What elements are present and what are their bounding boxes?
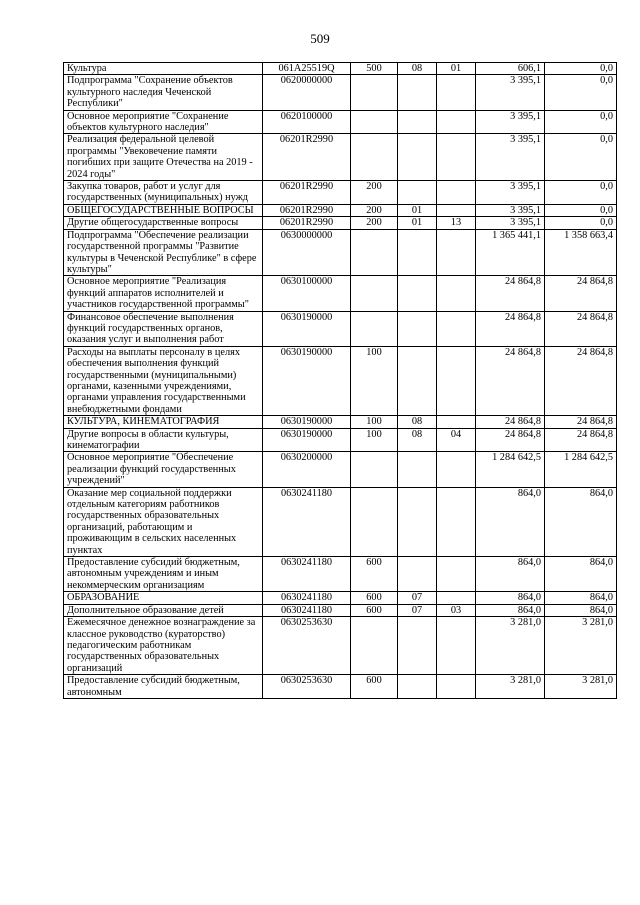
target-article-cell: 0630253630 — [263, 675, 351, 699]
section-cell: 07 — [398, 604, 437, 616]
target-article-cell: 0630241180 — [263, 487, 351, 556]
target-article-cell: 061А25519Q — [263, 63, 351, 75]
table-row — [64, 110, 617, 134]
amount-year1-cell: 3 395,1 — [476, 217, 545, 229]
expense-name-cell: Дополнительное образование детей — [64, 604, 263, 616]
expense-type-cell — [351, 452, 398, 487]
subsection-cell — [437, 346, 476, 415]
expense-name-cell: Культура — [64, 63, 263, 75]
subsection-cell — [437, 452, 476, 487]
subsection-cell — [437, 557, 476, 592]
expense-name-cell: Предоставление субсидий бюджетным, автономным учреждениям и иным некоммерческим организациям — [64, 557, 263, 592]
expense-type-cell: 200 — [351, 217, 398, 229]
section-cell — [398, 617, 437, 675]
section-cell: 08 — [398, 63, 437, 75]
table-row — [64, 617, 617, 675]
table-row — [64, 75, 617, 110]
amount-year2-cell: 864,0 — [545, 592, 617, 604]
expense-name-cell: Основное мероприятие "Реализация функций аппаратов исполнителей и участников государственной программы" — [64, 276, 263, 311]
amount-year1-cell: 3 395,1 — [476, 181, 545, 205]
section-cell — [398, 487, 437, 556]
table-row — [64, 134, 617, 181]
subsection-cell — [437, 675, 476, 699]
amount-year2-cell: 864,0 — [545, 604, 617, 616]
table-row — [64, 592, 617, 604]
subsection-cell — [437, 110, 476, 134]
target-article-cell: 0630241180 — [263, 592, 351, 604]
expense-name-cell: Другие общегосударственные вопросы — [64, 217, 263, 229]
section-cell — [398, 75, 437, 110]
expense-type-cell — [351, 75, 398, 110]
expense-name-cell: Расходы на выплаты персоналу в целях обеспечения выполнения функций государственными (муниципальными) органами, казенными учреждениями, органами управления государственными внебюджетными фондами — [64, 346, 263, 415]
subsection-cell — [437, 276, 476, 311]
table-row — [64, 604, 617, 616]
amount-year1-cell: 3 281,0 — [476, 617, 545, 675]
amount-year2-cell: 1 358 663,4 — [545, 229, 617, 276]
amount-year1-cell: 3 395,1 — [476, 134, 545, 181]
section-cell — [398, 452, 437, 487]
table-row — [64, 204, 617, 216]
expense-type-cell: 600 — [351, 592, 398, 604]
section-cell — [398, 181, 437, 205]
table-row — [64, 428, 617, 452]
expense-type-cell: 600 — [351, 557, 398, 592]
amount-year2-cell: 0,0 — [545, 181, 617, 205]
target-article-cell: 0630100000 — [263, 276, 351, 311]
table-row — [64, 217, 617, 229]
table-row — [64, 311, 617, 346]
amount-year2-cell: 864,0 — [545, 557, 617, 592]
section-cell — [398, 276, 437, 311]
target-article-cell: 0630000000 — [263, 229, 351, 276]
expense-type-cell — [351, 229, 398, 276]
table-row — [64, 487, 617, 556]
target-article-cell: 0630190000 — [263, 311, 351, 346]
amount-year1-cell: 606,1 — [476, 63, 545, 75]
section-cell: 08 — [398, 428, 437, 452]
section-cell — [398, 134, 437, 181]
expense-name-cell: ОБЩЕГОСУДАРСТВЕННЫЕ ВОПРОСЫ — [64, 204, 263, 216]
amount-year2-cell: 24 864,8 — [545, 416, 617, 428]
expense-type-cell — [351, 110, 398, 134]
expense-name-cell: Основное мероприятие "Обеспечение реализации функций государственных учреждений" — [64, 452, 263, 487]
section-cell — [398, 675, 437, 699]
amount-year1-cell: 864,0 — [476, 592, 545, 604]
amount-year1-cell: 24 864,8 — [476, 416, 545, 428]
expense-name-cell: Закупка товаров, работ и услуг для государственных (муниципальных) нужд — [64, 181, 263, 205]
table-row — [64, 557, 617, 592]
expense-type-cell — [351, 311, 398, 346]
expense-name-cell: Другие вопросы в области культуры, кинематографии — [64, 428, 263, 452]
expense-type-cell: 200 — [351, 181, 398, 205]
expense-type-cell: 200 — [351, 204, 398, 216]
table-row — [64, 63, 617, 75]
subsection-cell — [437, 487, 476, 556]
amount-year1-cell: 3 395,1 — [476, 75, 545, 110]
amount-year2-cell: 24 864,8 — [545, 428, 617, 452]
amount-year1-cell: 24 864,8 — [476, 428, 545, 452]
table-row — [64, 675, 617, 699]
subsection-cell — [437, 592, 476, 604]
expense-name-cell: КУЛЬТУРА, КИНЕМАТОГРАФИЯ — [64, 416, 263, 428]
expense-name-cell: Финансовое обеспечение выполнения функций государственных органов, оказания услуг и выполнения работ — [64, 311, 263, 346]
expense-type-cell — [351, 276, 398, 311]
subsection-cell — [437, 416, 476, 428]
section-cell: 08 — [398, 416, 437, 428]
table-row — [64, 276, 617, 311]
subsection-cell: 13 — [437, 217, 476, 229]
subsection-cell: 03 — [437, 604, 476, 616]
table-row — [64, 416, 617, 428]
section-cell — [398, 557, 437, 592]
expense-name-cell: Основное мероприятие "Сохранение объектов культурного наследия" — [64, 110, 263, 134]
amount-year2-cell: 3 281,0 — [545, 675, 617, 699]
budget-table-body — [64, 63, 617, 699]
subsection-cell — [437, 617, 476, 675]
expense-name-cell: Реализация федеральной целевой программы "Увековечение памяти погибших при защите Отечества на 2019 - 2024 годы" — [64, 134, 263, 181]
section-cell — [398, 110, 437, 134]
target-article-cell: 0620100000 — [263, 110, 351, 134]
amount-year1-cell: 864,0 — [476, 557, 545, 592]
target-article-cell: 0630241180 — [263, 557, 351, 592]
target-article-cell: 06201R2990 — [263, 181, 351, 205]
expense-type-cell — [351, 487, 398, 556]
section-cell: 07 — [398, 592, 437, 604]
section-cell: 01 — [398, 217, 437, 229]
amount-year2-cell: 0,0 — [545, 217, 617, 229]
expense-type-cell: 600 — [351, 604, 398, 616]
amount-year2-cell: 24 864,8 — [545, 276, 617, 311]
expense-type-cell: 100 — [351, 416, 398, 428]
table-row — [64, 181, 617, 205]
table-row — [64, 346, 617, 415]
expense-name-cell: Предоставление субсидий бюджетным, автономным — [64, 675, 263, 699]
expense-name-cell: ОБРАЗОВАНИЕ — [64, 592, 263, 604]
subsection-cell: 01 — [437, 63, 476, 75]
amount-year2-cell: 0,0 — [545, 75, 617, 110]
section-cell: 01 — [398, 204, 437, 216]
amount-year1-cell: 24 864,8 — [476, 276, 545, 311]
amount-year1-cell: 864,0 — [476, 487, 545, 556]
subsection-cell — [437, 229, 476, 276]
expense-name-cell: Оказание мер социальной поддержки отдельным категориям работников государственных образовательных организаций, работающим и проживающим в сельских населенных пунктах — [64, 487, 263, 556]
subsection-cell — [437, 134, 476, 181]
amount-year2-cell: 864,0 — [545, 487, 617, 556]
amount-year1-cell: 3 395,1 — [476, 110, 545, 134]
target-article-cell: 0630190000 — [263, 428, 351, 452]
subsection-cell — [437, 204, 476, 216]
section-cell — [398, 311, 437, 346]
subsection-cell — [437, 181, 476, 205]
target-article-cell: 0620000000 — [263, 75, 351, 110]
expense-type-cell: 100 — [351, 346, 398, 415]
amount-year2-cell: 24 864,8 — [545, 311, 617, 346]
budget-table — [63, 62, 617, 699]
amount-year2-cell: 24 864,8 — [545, 346, 617, 415]
target-article-cell: 06201R2990 — [263, 217, 351, 229]
target-article-cell: 0630200000 — [263, 452, 351, 487]
expense-name-cell: Подпрограмма "Сохранение объектов культурного наследия Чеченской Республики" — [64, 75, 263, 110]
target-article-cell: 0630253630 — [263, 617, 351, 675]
section-cell — [398, 346, 437, 415]
amount-year1-cell: 24 864,8 — [476, 346, 545, 415]
expense-name-cell: Ежемесячное денежное вознаграждение за классное руководство (кураторство) педагогическим работникам государственных образовательных организаций — [64, 617, 263, 675]
target-article-cell: 06201R2990 — [263, 134, 351, 181]
table-row — [64, 452, 617, 487]
amount-year1-cell: 24 864,8 — [476, 311, 545, 346]
table-row — [64, 229, 617, 276]
amount-year1-cell: 864,0 — [476, 604, 545, 616]
expense-type-cell — [351, 134, 398, 181]
target-article-cell: 0630190000 — [263, 416, 351, 428]
amount-year1-cell: 1 284 642,5 — [476, 452, 545, 487]
target-article-cell: 0630241180 — [263, 604, 351, 616]
amount-year2-cell: 1 284 642,5 — [545, 452, 617, 487]
amount-year1-cell: 3 281,0 — [476, 675, 545, 699]
amount-year2-cell: 3 281,0 — [545, 617, 617, 675]
amount-year2-cell: 0,0 — [545, 204, 617, 216]
amount-year1-cell: 3 395,1 — [476, 204, 545, 216]
subsection-cell — [437, 311, 476, 346]
subsection-cell: 04 — [437, 428, 476, 452]
amount-year2-cell: 0,0 — [545, 63, 617, 75]
page-number: 509 — [310, 31, 330, 46]
amount-year1-cell: 1 365 441,1 — [476, 229, 545, 276]
expense-type-cell: 100 — [351, 428, 398, 452]
expense-type-cell — [351, 617, 398, 675]
amount-year2-cell: 0,0 — [545, 110, 617, 134]
expense-type-cell: 500 — [351, 63, 398, 75]
section-cell — [398, 229, 437, 276]
target-article-cell: 0630190000 — [263, 346, 351, 415]
expense-name-cell: Подпрограмма "Обеспечение реализации государственной программы "Развитие культуры в Чеченской Республике" в сфере культуры" — [64, 229, 263, 276]
subsection-cell — [437, 75, 476, 110]
expense-type-cell: 600 — [351, 675, 398, 699]
amount-year2-cell: 0,0 — [545, 134, 617, 181]
target-article-cell: 06201R2990 — [263, 204, 351, 216]
